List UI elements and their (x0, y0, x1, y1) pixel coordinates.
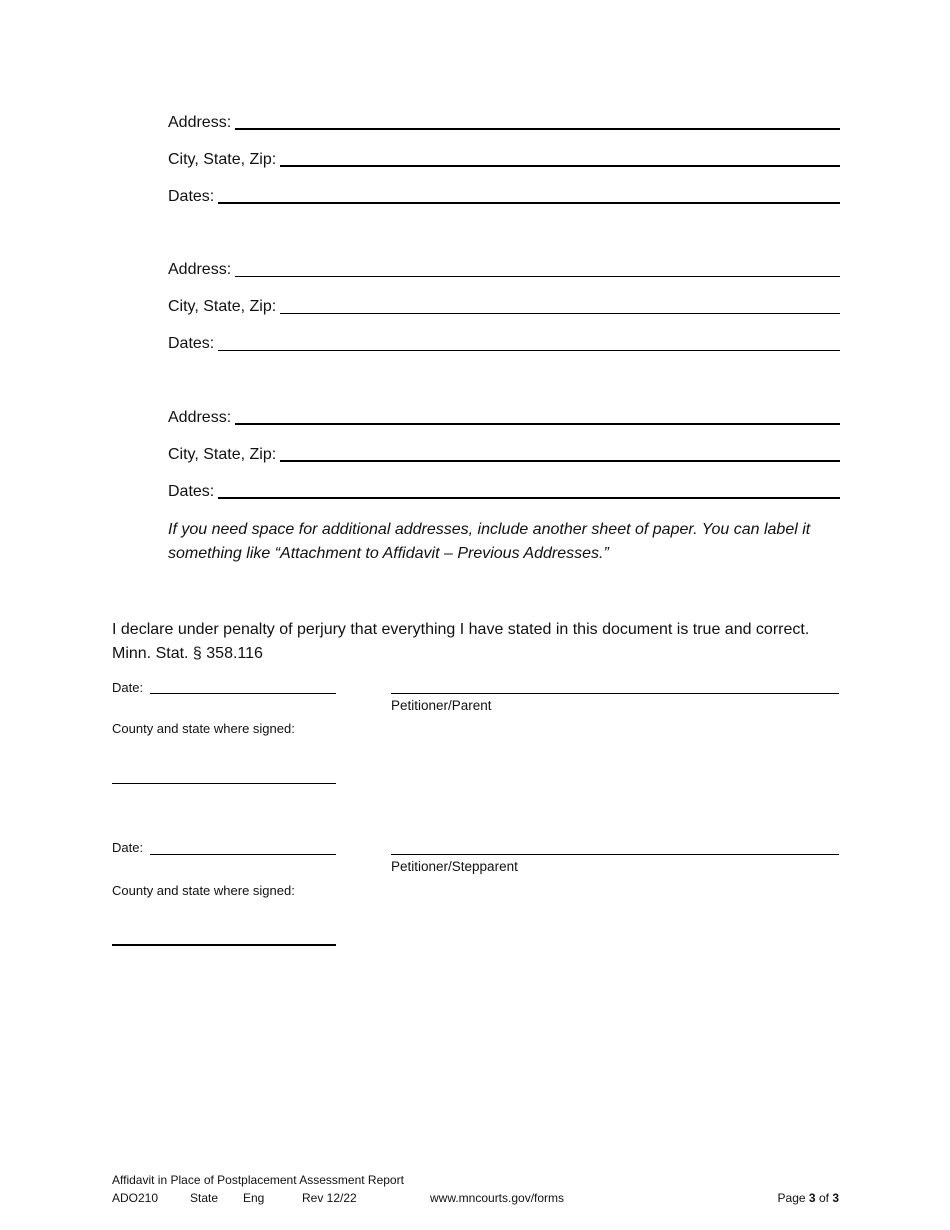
dates-label: Dates: (168, 335, 215, 352)
footer-form-code: ADO210 (112, 1191, 159, 1205)
dates-label: Dates: (168, 483, 215, 500)
signer-caption: Petitioner/Parent (391, 698, 492, 713)
date-label: Date: (112, 680, 144, 695)
page-of: of (818, 1191, 829, 1205)
city-state-zip-row (168, 446, 840, 464)
date-field[interactable] (150, 854, 336, 855)
footer-language: Eng (243, 1191, 265, 1205)
page-prefix: Page (777, 1191, 806, 1205)
signature-line[interactable] (391, 854, 839, 855)
city-state-zip-field[interactable] (280, 460, 840, 462)
footer-url[interactable]: www.mncourts.gov/forms (430, 1191, 565, 1205)
additional-addresses-note: If you need space for additional addresses, include another sheet of paper. You can label it something like “Attachment to Affidavit – Previous Addresses.” (168, 521, 811, 562)
city-state-zip-label: City, State, Zip: (168, 151, 277, 168)
county-state-label: County and state where signed: (112, 883, 295, 898)
page-current: 3 (808, 1191, 816, 1205)
address-label: Address: (168, 114, 232, 131)
perjury-declaration: I declare under penalty of perjury that everything I have stated in this document is true and correct. Minn. Stat. § 358.116 (112, 621, 810, 662)
address-row (168, 114, 840, 132)
county-state-field[interactable] (112, 944, 336, 946)
city-state-zip-row (168, 298, 840, 316)
city-state-zip-field[interactable] (280, 313, 840, 314)
address-row (168, 409, 840, 427)
city-state-zip-label: City, State, Zip: (168, 446, 277, 463)
dates-field[interactable] (218, 202, 840, 204)
page-number (778, 1191, 839, 1205)
address-field[interactable] (235, 423, 840, 425)
address-label: Address: (168, 261, 232, 278)
dates-field[interactable] (218, 350, 840, 351)
dates-field[interactable] (218, 497, 840, 499)
page-total: 3 (832, 1191, 839, 1205)
dates-row (168, 188, 840, 206)
date-field[interactable] (150, 693, 336, 694)
county-state-label: County and state where signed: (112, 721, 295, 736)
address-label: Address: (168, 409, 232, 426)
footer-revision: Rev 12/22 (302, 1191, 357, 1205)
city-state-zip-label: City, State, Zip: (168, 298, 277, 315)
signature-line[interactable] (391, 693, 839, 694)
footer-jurisdiction: State (190, 1191, 219, 1205)
dates-label: Dates: (168, 188, 215, 205)
city-state-zip-field[interactable] (280, 165, 840, 167)
footer-form-title: Affidavit in Place of Postplacement Assessment Report (112, 1173, 404, 1187)
address-row (168, 261, 840, 279)
date-label: Date: (112, 840, 144, 855)
city-state-zip-row (168, 151, 840, 169)
county-state-field[interactable] (112, 783, 336, 784)
signer-caption: Petitioner/Stepparent (391, 859, 518, 874)
address-field[interactable] (235, 128, 840, 130)
dates-row (168, 335, 840, 353)
address-field[interactable] (235, 276, 840, 277)
dates-row (168, 483, 840, 501)
